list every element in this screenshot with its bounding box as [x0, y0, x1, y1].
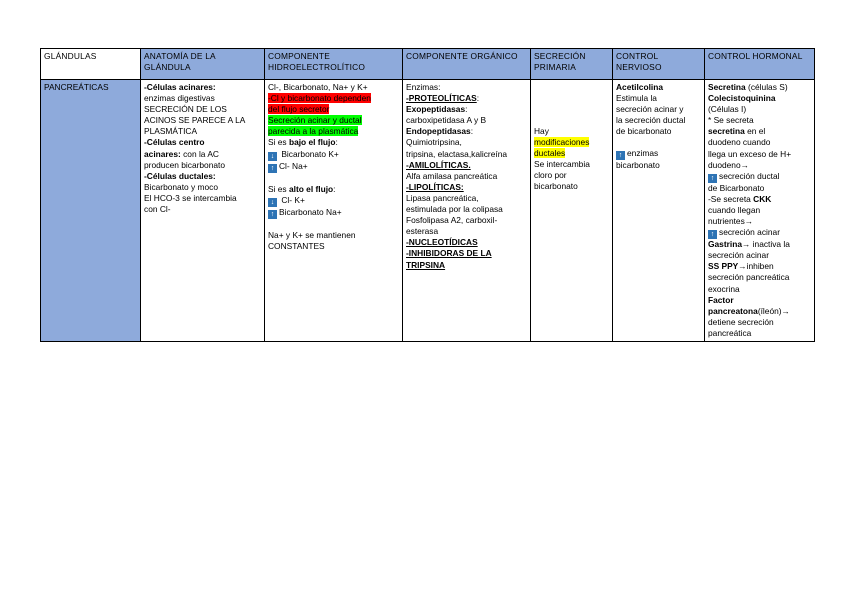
exopeptidases-colon: :	[465, 104, 468, 115]
gland-name-cell	[41, 80, 141, 342]
ductal-line-1: Bicarbonato y moco	[144, 181, 219, 192]
endopeptidases-line-1: Quimiotripsina,	[406, 137, 462, 148]
up-arrow-icon: ↑	[268, 210, 277, 219]
acinar-cells-label: -Células acinares:	[144, 82, 216, 92]
low-flow-down: Bicarbonato K+	[279, 148, 339, 159]
factor-label: Factor	[708, 294, 734, 305]
up-arrow-icon: ↑	[268, 164, 277, 173]
hormonal-line-7: de Bicarbonato	[708, 182, 765, 193]
high-flow-colon: :	[333, 183, 336, 194]
acinar-line-4: PLASMÁTICA	[144, 126, 198, 137]
yellow-highlight-1: modificaciones	[534, 137, 590, 148]
lipolytic-label: -LIPOLÍTICAS:	[406, 181, 464, 192]
lipolytic-line-4: esterasa	[406, 226, 439, 237]
up-arrow-icon: ↑	[708, 174, 717, 183]
hormonal-line-15: detiene secreción	[708, 316, 774, 327]
ductal-cells-label: -Células ductales:	[144, 170, 216, 181]
low-flow-colon: :	[335, 137, 338, 148]
hormonal-line-4: llega un exceso de H+	[708, 148, 792, 159]
endopeptidases-label: Endopeptidasas	[406, 126, 471, 137]
high-flow-down: Cl- K+	[279, 194, 305, 205]
nervous-line-2: secreción acinar y	[616, 104, 684, 115]
nervous-bicarbonate: bicarbonato	[616, 160, 660, 171]
nucleotidic-label: -NUCLEOTÍDICAS	[406, 237, 478, 248]
trypsin-inhibitors-label-2: TRIPSINA	[406, 259, 446, 270]
header-hydroelectrolytic: COMPONENTE HIDROELECTROLÍTICO	[265, 49, 403, 80]
pancreatone-label: pancreatona	[708, 305, 758, 316]
amylolytic-label: -AMILOLÍTICAS.	[406, 159, 471, 170]
primary-line-2: cloro por	[534, 170, 567, 181]
hormonal-line-1: * Se secreta	[708, 115, 754, 126]
hormonal-line-8: -Se secreta	[708, 193, 754, 204]
centroacinar-line-1: con la AC	[180, 148, 219, 159]
ss-ppy-text: →inhiben	[738, 261, 774, 272]
trypsin-inhibitors-label-1: -INHIBIDORAS DE LA	[406, 248, 492, 259]
up-arrow-icon: ↑	[616, 151, 625, 160]
acinar-line-3: ACINOS SE PARECE A LA	[144, 115, 246, 126]
amylolytic-line: Alfa amilasa pancreática	[406, 170, 498, 181]
ductal-line-2: El HCO-3 se intercambia	[144, 192, 237, 203]
nervous-line-3: la secreción ductal	[616, 115, 686, 126]
green-highlight-1: Secreción acinar y ductal	[268, 115, 362, 126]
primary-hay: Hay	[534, 126, 549, 136]
proteolytic-label: -PROTEOLÍTICAS	[406, 93, 477, 104]
endopeptidases-colon: :	[470, 126, 474, 137]
lipolytic-line-3: Fosfolipasa A2, carboxil-	[406, 215, 498, 226]
hormonal-line-13: secreción pancreática	[708, 272, 790, 283]
hormonal-line-11: secreción acinar	[719, 227, 780, 238]
proteolytic-colon: :	[476, 93, 480, 104]
low-flow-label: bajo el flujo	[288, 137, 336, 148]
hormonal-line-6: secreción ductal	[719, 170, 780, 181]
header-nervous-control: CONTROL NERVIOSO	[613, 49, 705, 80]
cholecystokinin-label: Colecistoquinina	[708, 93, 776, 104]
hormonal-ckk-bold: CKK	[753, 193, 772, 204]
header-primary-secretion: SECRECIÓN PRIMARIA	[531, 49, 613, 80]
hormonal-line-10: nutrientes→	[708, 216, 754, 227]
acetylcholine-label: Acetilcolina	[616, 82, 664, 92]
lipolytic-line-1: Lipasa pancreática,	[406, 192, 479, 203]
cholecystokinin-cells: (Células I)	[708, 104, 747, 115]
centroacinar-line-2: producen bicarbonato	[144, 159, 226, 170]
centroacinar-label-1: -Células centro	[144, 137, 205, 148]
primary-secretion-cell	[531, 80, 613, 342]
enzymes-label: Enzimas:	[406, 82, 441, 92]
nervous-enzymes: enzimas	[627, 148, 659, 159]
yellow-highlight-2: ductales	[534, 148, 566, 159]
hormonal-secretin-bold: secretina	[708, 126, 745, 137]
exopeptidases-label: Exopeptidasas	[406, 104, 466, 115]
primary-line-1: Se intercambia	[534, 159, 590, 170]
constant-line-2: CONSTANTES	[268, 240, 325, 251]
hormonal-line-2: en el	[744, 126, 766, 137]
hormonal-line-9: cuando llegan	[708, 204, 761, 215]
pancreatone-text: (íleón)→	[757, 305, 790, 316]
low-flow-up: Cl- Na+	[279, 160, 308, 171]
hormonal-line-12: secreción acinar	[708, 250, 769, 261]
secretin-label: Secretina	[708, 82, 746, 92]
hormonal-line-14: exocrina	[708, 283, 740, 294]
lipolytic-line-2: estimulada por la colipasa	[406, 204, 503, 215]
glands-table	[40, 48, 815, 342]
nervous-line-1: Estimula la	[616, 93, 657, 104]
ss-ppy-label: SS PPY	[708, 261, 739, 272]
gastrin-label: Gastrina	[708, 239, 742, 250]
hormonal-line-3: duodeno cuando	[708, 137, 771, 148]
anatomy-cell	[141, 80, 265, 342]
red-highlight-1: -Cl y bicarbonato dependen	[268, 93, 371, 104]
nervous-line-4: de bicarbonato	[616, 126, 672, 137]
hormonal-line-5: duodeno→	[708, 159, 749, 170]
table-row-pancreatic	[41, 80, 815, 342]
down-arrow-icon: ↓	[268, 152, 277, 161]
up-arrow-icon: ↑	[708, 230, 717, 239]
hormonal-line-16: pancreática	[708, 327, 752, 338]
header-glands: GLÁNDULAS	[41, 49, 141, 80]
hormonal-control-cell	[705, 80, 815, 342]
gastrin-text: → inactiva la	[741, 239, 790, 250]
down-arrow-icon: ↓	[268, 198, 277, 207]
hydroelectrolytic-cell	[265, 80, 403, 342]
green-highlight-2: parecida a la plasmática	[268, 126, 359, 137]
centroacinar-label-2: acinares:	[144, 148, 181, 159]
ductal-line-3: con Cl-	[144, 204, 171, 215]
high-flow-label: alto el flujo	[288, 183, 334, 194]
header-organic: COMPONENTE ORGÁNICO	[403, 49, 531, 80]
constant-line-1: Na+ y K+ se mantienen	[268, 229, 356, 240]
endopeptidases-line-2: tripsina, elactasa,kalicreína	[406, 148, 508, 159]
exopeptidases-line: carboxipetidasa A y B	[406, 115, 487, 126]
gland-name: PANCREÁTICAS	[44, 82, 109, 92]
primary-line-3: bicarbonato	[534, 181, 578, 192]
high-flow-up: Bicarbonato Na+	[279, 206, 342, 217]
header-anatomy: ANATOMÍA DE LA GLÁNDULA	[141, 49, 265, 80]
organic-cell	[403, 80, 531, 342]
nervous-control-cell	[613, 80, 705, 342]
acinar-line-1: enzimas digestivas	[144, 93, 215, 104]
red-highlight-2: del flujo secretor	[268, 104, 330, 115]
hydro-line-1: Cl-, Bicarbonato, Na+ y K+	[268, 82, 368, 92]
header-row	[41, 49, 815, 80]
high-flow-prefix: Si es	[268, 183, 289, 194]
header-hormonal-control: CONTROL HORMONAL	[705, 49, 815, 80]
low-flow-prefix: Si es	[268, 137, 289, 148]
secretin-cells: (células S)	[745, 82, 788, 92]
acinar-line-2: SECRECIÓN DE LOS	[144, 104, 227, 115]
